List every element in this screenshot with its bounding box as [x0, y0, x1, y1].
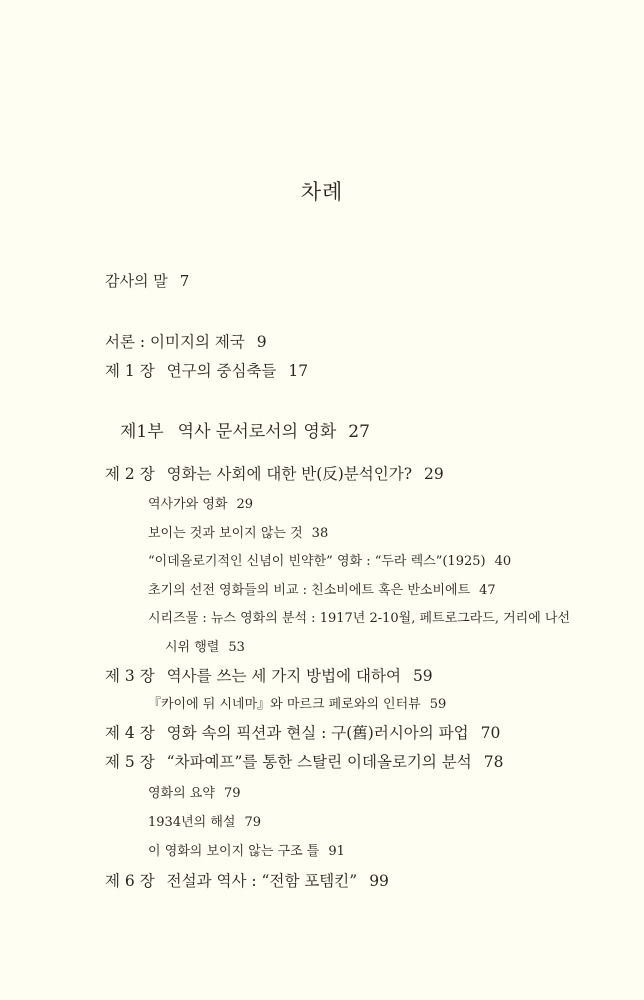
toc-entry-page: 17 [288, 362, 309, 380]
toc-entry-page: 27 [348, 422, 370, 442]
toc-entry-section [148, 782, 240, 801]
toc-entry-text: 1934년의 해설 [148, 815, 236, 830]
toc-entry-text: 연구의 중심축들 [166, 362, 277, 380]
toc-entry-section [148, 607, 570, 626]
toc-chapter-label: 제 2 장 [105, 465, 155, 483]
toc-entry-text: 역사가와 영화 [148, 497, 228, 512]
toc-entry-page: 47 [479, 583, 496, 598]
toc-entry-section [148, 550, 511, 569]
toc-entry-page: 59 [412, 667, 433, 685]
toc-entry-chapter-1 [105, 359, 308, 381]
toc-entry-page: 99 [369, 872, 389, 890]
toc-entry-page: 91 [328, 844, 345, 859]
toc-entry-text: 역사를 쓰는 세 가지 방법에 대하여 [166, 667, 401, 685]
toc-entry-page: 40 [494, 554, 512, 569]
toc-entry-section-continued [165, 636, 245, 655]
toc-entry-text: 이 영화의 보이지 않는 구조 틀 [148, 844, 320, 859]
toc-chapter-label: 제 5 장 [105, 753, 155, 771]
toc-entry-chapter-2 [105, 462, 444, 484]
toc-entry-text: 역사 문서로서의 영화 [177, 422, 337, 442]
toc-chapter-label: 제 6 장 [105, 872, 155, 890]
toc-entry-text: 영화 속의 픽션과 현실 : 구(舊)러시아의 파업 [166, 724, 469, 742]
toc-entry-page: 59 [429, 697, 447, 712]
toc-chapter-label: 제 4 장 [105, 724, 155, 742]
toc-entry-introduction [105, 330, 267, 352]
toc-entry-page: 9 [256, 333, 267, 351]
toc-entry-section [148, 693, 446, 712]
toc-entry-text: 서론 : 이미지의 제국 [105, 333, 245, 351]
toc-entry-page: 79 [223, 786, 241, 801]
toc-entry-section [148, 493, 253, 512]
toc-part-label: 제1부 [120, 422, 164, 442]
toc-entry-page: 70 [480, 724, 501, 742]
toc-entry-page: 78 [483, 753, 504, 771]
toc-entry-text: 『카이에 뒤 시네마』와 마르크 페로와의 인터뷰 [148, 697, 421, 712]
toc-entry-section [148, 522, 328, 541]
toc-entry-page: 38 [311, 526, 329, 541]
toc-entry-chapter-4 [105, 721, 500, 743]
toc-entry-text: 보이는 것과 보이지 않는 것 [148, 526, 303, 541]
toc-entry-text: 영화의 요약 [148, 786, 215, 801]
toc-entry-part-1 [120, 417, 370, 442]
toc-entry-page: 29 [424, 465, 444, 483]
toc-chapter-label: 제 3 장 [105, 667, 155, 685]
toc-entry-text: 영화는 사회에 대한 반(反)분석인가? [166, 465, 413, 483]
toc-entry-text: 초기의 선전 영화들의 비교 : 친소비에트 혹은 반소비에트 [148, 583, 471, 598]
toc-entry-text: 시위 행렬 [165, 640, 220, 655]
toc-entry-section [148, 579, 496, 598]
toc-entry-section [148, 840, 345, 859]
toc-entry-acknowledgements [105, 270, 189, 291]
toc-entry-page: 7 [179, 272, 190, 290]
toc-entry-page: 29 [236, 497, 254, 512]
toc-entry-text: “차파예프”를 통한 스탈린 이데올로기의 분석 [166, 753, 472, 771]
toc-entry-page: 53 [228, 640, 245, 655]
toc-entry-text: 감사의 말 [105, 272, 168, 290]
toc-entry-page: 79 [244, 815, 261, 830]
toc-entry-text: “이데올로기적인 신념이 빈약한” 영화 : “두라 렉스”(1925) [148, 554, 486, 569]
toc-title: 차례 [300, 180, 344, 204]
toc-entry-section [148, 811, 261, 830]
toc-entry-chapter-6 [105, 869, 389, 891]
toc-entry-text: 시리즈물 : 뉴스 영화의 분석 : 1917년 2-10월, 페트로그라드, 거리에 나선 [148, 611, 571, 626]
toc-entry-text: 전설과 역사 : “전함 포템킨” [166, 872, 358, 890]
toc-entry-chapter-5 [105, 750, 503, 772]
toc-chapter-label: 제 1 장 [105, 362, 155, 380]
toc-entry-chapter-3 [105, 664, 433, 686]
